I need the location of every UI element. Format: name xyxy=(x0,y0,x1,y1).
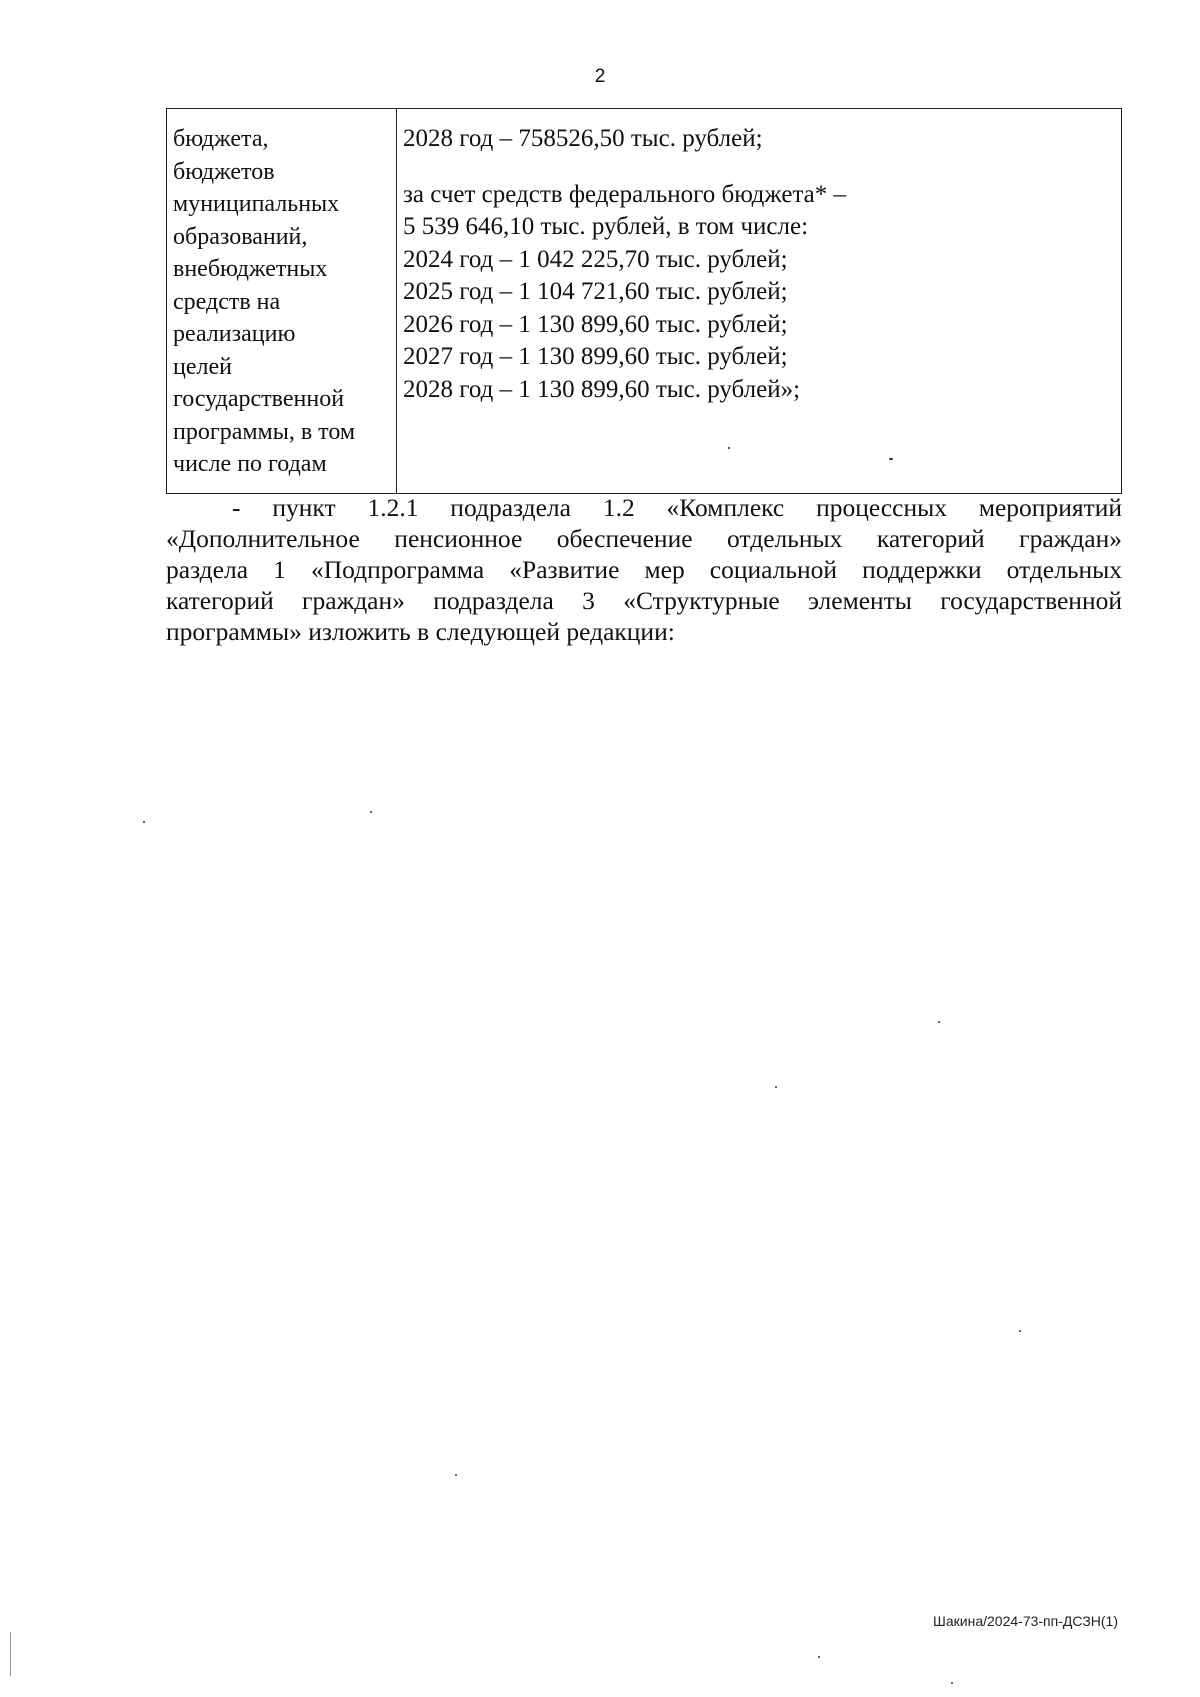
page-number: 2 xyxy=(594,66,606,87)
scan-speck xyxy=(370,811,372,813)
budget-table xyxy=(166,108,1122,494)
amendment-paragraph xyxy=(166,492,1122,647)
right-line: за счет средств федерального бюджета* – xyxy=(403,180,847,208)
left-line: реализацию xyxy=(173,321,296,347)
scan-speck xyxy=(889,458,893,460)
paragraph-line: «Дополнительное пенсионное обеспечение отдельных категорий граждан» xyxy=(166,524,1122,553)
margin-mark xyxy=(10,1632,11,1676)
right-line: 2028 год – 1 130 899,60 тыс. рублей»; xyxy=(403,375,801,403)
left-line: государственной xyxy=(173,386,345,412)
paragraph-line: - пункт 1.2.1 подраздела 1.2 «Комплекс процессных мероприятий xyxy=(232,493,1122,522)
scan-speck xyxy=(1019,1330,1021,1332)
left-line: средств на xyxy=(173,288,281,315)
right-line: 2024 год – 1 042 225,70 тыс. рублей; xyxy=(403,245,788,273)
scan-speck xyxy=(775,1086,777,1088)
table-right-cell xyxy=(397,109,1121,493)
scan-speck xyxy=(818,1656,820,1658)
left-line: числе по годам xyxy=(173,451,327,477)
document-code: Шакина/2024-73-пп-ДСЗН(1) xyxy=(933,1613,1118,1629)
scan-speck xyxy=(938,1021,940,1023)
scan-speck xyxy=(455,1474,457,1476)
left-line: целей xyxy=(173,353,232,380)
right-line: 2027 год – 1 130 899,60 тыс. рублей; xyxy=(403,343,788,370)
scan-speck xyxy=(728,447,730,449)
left-line: бюджета, xyxy=(173,126,269,152)
left-line: бюджетов xyxy=(173,158,275,185)
right-line: 2025 год – 1 104 721,60 тыс. рублей; xyxy=(403,278,788,305)
scan-speck xyxy=(951,1682,953,1684)
left-line: муниципальных xyxy=(173,191,340,217)
paragraph-line: раздела 1 «Подпрограмма «Развитие мер социальной поддержки отдельных xyxy=(166,555,1122,584)
right-line: 5 539 646,10 тыс. рублей, в том числе: xyxy=(403,213,809,240)
left-line: внебюджетных xyxy=(173,256,328,282)
left-line: образований, xyxy=(173,223,308,250)
scan-speck xyxy=(143,821,145,823)
paragraph-line: категорий граждан» подраздела 3 «Структурные элементы государственной xyxy=(166,586,1122,615)
table-left-cell xyxy=(167,109,397,493)
right-line: 2026 год – 1 130 899,60 тыс. рублей; xyxy=(403,310,788,338)
right-first-line: 2028 год – 758526,50 тыс. рублей; xyxy=(403,125,763,152)
line-gap xyxy=(403,156,1117,179)
left-line: программы, в том xyxy=(173,418,356,445)
paragraph-line: программы» изложить в следующей редакции: xyxy=(166,617,675,646)
